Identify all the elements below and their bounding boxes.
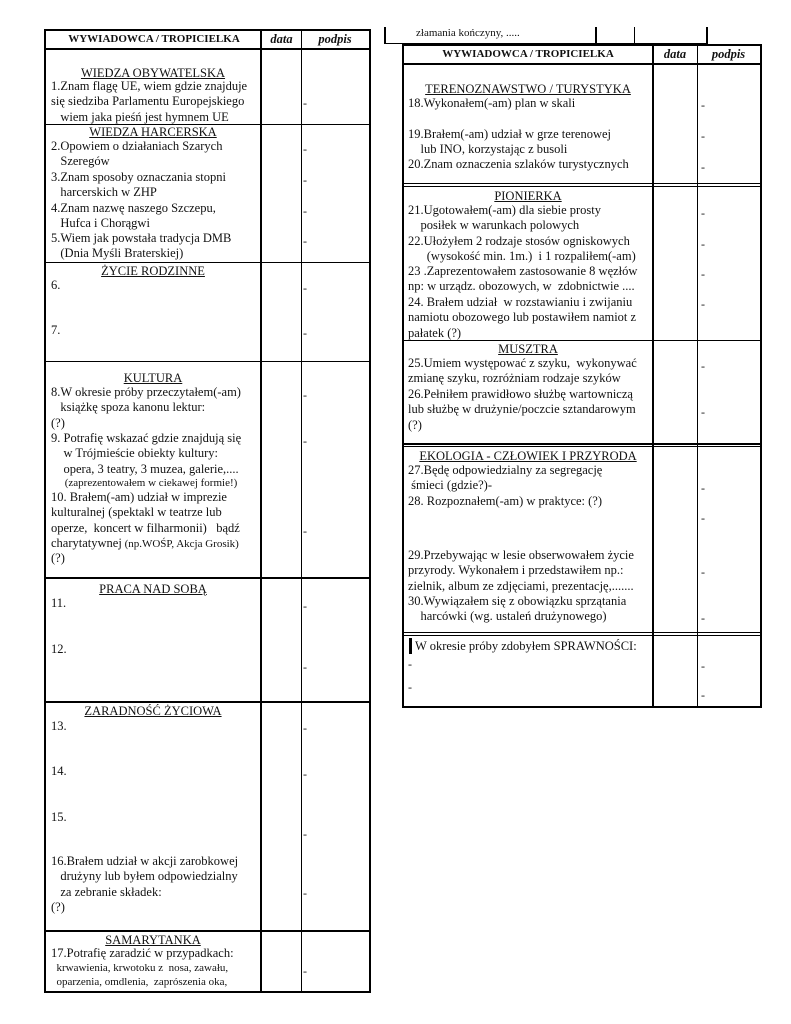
- left-header-title: WYWIADOWCA / TROPICIELKA: [68, 33, 240, 45]
- item-9: 9. Potrafię wskazać gdzie znajdują się w Trójmieście obiekty kultury: opera, 3 teatry, 3 muzea, galerie,....: [51, 431, 242, 476]
- section-pionierka: PIONIERKA: [494, 189, 562, 203]
- section-zaradnosc-zyciowa: ZARADNOŚĆ ŻYCIOWA: [84, 704, 222, 718]
- item-10-examples: (np.WOŚP, Akcja Grosik): [121, 538, 239, 550]
- sign-dash-20: -: [701, 160, 705, 174]
- left-col-divider-2: [301, 31, 302, 991]
- item-2: 2.Opowiem o działaniach Szarych Szeregów: [51, 139, 223, 169]
- sign-dash-18: -: [701, 98, 705, 112]
- sprawnosci-marker: [409, 638, 412, 654]
- sign-dash-26: -: [701, 405, 705, 419]
- item-29: 29.Przebywając w lesie obserwowałem życie przyrody. Wykonałem i przedstawiłem np.: zielnik, album ze zdjęciami, prezentację,.......: [408, 548, 634, 593]
- sign-dash-21: -: [701, 206, 705, 220]
- section-samarytanka: SAMARYTANKA: [105, 933, 201, 947]
- item-3: 3.Znam sposoby oznaczania stopni harcerskich w ZHP: [51, 170, 226, 200]
- left-table: [44, 29, 371, 993]
- sign-dash-27: -: [701, 481, 705, 495]
- sign-dash-31: -: [701, 659, 705, 673]
- item-22: 22.Ułożyłem 2 rodzaje stosów ogniskowych (wysokość min. 1m.) i 1 rozpaliłem(-am): [408, 234, 636, 264]
- left-divider: [46, 262, 369, 263]
- item-27: 27.Będę odpowiedzialny za segregację śmieci (gdzie?)-: [408, 463, 603, 493]
- item-17-cases: krwawienia, krwotoku z nosa, zawału, oparzenia, omdlenia, zaprószenia oka,: [56, 962, 229, 988]
- item-15: 15.: [51, 810, 67, 824]
- sign-dash-6: -: [303, 281, 307, 295]
- strip-right-bar: [706, 27, 708, 44]
- continuation-strip: [384, 27, 708, 44]
- sign-dash-4: -: [303, 204, 307, 218]
- section-musztra: MUSZTRA: [498, 342, 558, 356]
- item-8: 8.W okresie próby przeczytałem(-am) książkę spoza kanonu lektur: (?): [51, 385, 241, 430]
- section-zycie-rodzinne: ŻYCIE RODZINNE: [101, 264, 205, 278]
- sign-dash-1: -: [303, 96, 307, 110]
- item-28: 28. Rozpoznałem(-am) w praktyce: (?): [408, 494, 603, 508]
- right-col-divider-1: [652, 46, 654, 706]
- left-header-data: data: [270, 32, 293, 46]
- item-13: 13.: [51, 719, 67, 733]
- sign-dash-2: -: [303, 142, 307, 156]
- section-kultura: KULTURA: [123, 371, 183, 385]
- right-divider: [404, 443, 760, 445]
- section-praca-nad-soba: PRACA NAD SOBĄ: [99, 582, 207, 596]
- item-5: 5.Wiem jak powstała tradycja DMB (Dnia Myśli Braterskiej): [51, 231, 232, 261]
- sign-dash-22: -: [701, 237, 705, 251]
- left-divider: [46, 930, 369, 932]
- item-12: 12.: [51, 642, 67, 656]
- sign-dash-25: -: [701, 359, 705, 373]
- item-16: 16.Brałem udział w akcji zarobkowej drużyny lub byłem odpowiedzialny za zebranie składek: (?): [51, 854, 239, 914]
- sign-dash-7: -: [303, 326, 307, 340]
- item-10-question: (?): [51, 551, 65, 565]
- left-divider: [46, 361, 369, 362]
- item-17: 17.Potrafię zaradzić w przypadkach:: [51, 946, 234, 960]
- sprawnosc-dash-2: -: [408, 680, 412, 694]
- left-divider: [46, 577, 369, 579]
- item-26: 26.Pełniłem prawidłowo służbę wartowniczą lub służbę w drużynie/poczcie sztandarowym (?): [408, 387, 636, 432]
- item-25: 25.Umiem występować z szyku, wykonywać zmianę szyku, rozróżniam rodzaje szyków: [408, 356, 637, 386]
- item-20: 20.Znam oznaczenia szlaków turystycznych: [408, 157, 629, 171]
- item-24: 24. Brałem udział w rozstawianiu i zwijaniu namiotu obozowego lub postawiłem namiot z pałatek (?): [408, 295, 637, 340]
- right-header-title: WYWIADOWCA / TROPICIELKA: [442, 48, 614, 60]
- right-col-divider-2: [697, 46, 698, 706]
- item-19: 19.Brałem(-am) udział w grze terenowej lub INO, korzystając z busoli: [408, 127, 612, 157]
- item-11: 11.: [51, 596, 67, 610]
- section-wiedza-harcerska: WIEDZA HARCERSKA: [89, 125, 217, 139]
- right-table: [402, 44, 762, 708]
- strip-left-bar: [384, 27, 386, 44]
- sign-dash-12: -: [303, 660, 307, 674]
- sign-dash-3: -: [303, 173, 307, 187]
- sign-dash-30: -: [701, 611, 705, 625]
- item-1: 1.Znam flagę UE, wiem gdzie znajduje się siedziba Parlamentu Europejskiego wiem jaka pieśń jest hymnem UE: [51, 79, 248, 124]
- right-divider: [404, 183, 760, 184]
- sign-dash-19: -: [701, 129, 705, 143]
- sign-dash-8: -: [303, 388, 307, 402]
- item-14: 14.: [51, 764, 67, 778]
- sign-dash-16: -: [303, 886, 307, 900]
- strip-thin-bar: [634, 27, 635, 44]
- item-4: 4.Znam nazwę naszego Szczepu, Hufca i Chorągwi: [51, 201, 216, 231]
- section-terenoznawstwo: TERENOZNAWSTWO / TURYSTYKA: [425, 82, 631, 96]
- sign-dash-14: -: [303, 767, 307, 781]
- item-7: 7.: [51, 323, 61, 337]
- left-header: [46, 31, 369, 50]
- strip-bar: [595, 27, 597, 44]
- left-header-podpis: podpis: [318, 32, 352, 46]
- item-6: 6.: [51, 278, 61, 292]
- sign-dash-9: -: [303, 434, 307, 448]
- right-divider: [404, 446, 760, 447]
- item-18: 18.Wykonałem(-am) plan w skali: [408, 96, 576, 110]
- sign-dash-24: -: [701, 297, 705, 311]
- right-divider: [404, 632, 760, 633]
- sign-dash-11: -: [303, 599, 307, 613]
- sign-dash-5: -: [303, 234, 307, 248]
- sign-dash-23: -: [701, 267, 705, 281]
- item-10-line4: [51, 536, 239, 552]
- item-10-charity: charytatywnej: [51, 536, 122, 550]
- sign-dash-29: -: [701, 565, 705, 579]
- item-21: 21.Ugotowałem(-am) dla siebie prosty posiłek w warunkach polowych: [408, 203, 602, 233]
- right-divider: [404, 186, 760, 187]
- right-divider: [404, 635, 760, 636]
- item-23: 23 .Zaprezentowałem zastosowanie 8 węzłów np: w urządz. obozowych, w zdobnictwie ....: [408, 264, 638, 294]
- section-wiedza-obywatelska: WIEDZA OBYWATELSKA: [80, 66, 226, 80]
- section-sprawnosci: W okresie próby zdobyłem SPRAWNOŚCI:: [415, 639, 637, 653]
- sprawnosc-dash-1: -: [408, 657, 412, 671]
- sign-dash-17: -: [303, 964, 307, 978]
- right-header-podpis: podpis: [711, 47, 746, 61]
- left-col-divider-1: [260, 31, 262, 991]
- right-header: [404, 46, 760, 65]
- sign-dash-15: -: [303, 827, 307, 841]
- right-header-data: data: [663, 47, 687, 61]
- left-divider: [46, 701, 369, 703]
- sign-dash-13: -: [303, 721, 307, 735]
- sign-dash-32: -: [701, 688, 705, 702]
- item-9-note: (zaprezentowałem w ciekawej formie!): [51, 477, 238, 489]
- sign-dash-28: -: [701, 511, 705, 525]
- section-ekologia: EKOLOGIA - CZŁOWIEK I PRZYRODA: [419, 449, 637, 463]
- item-10: 10. Brałem(-am) udział w imprezie kulturalnej (spektakl w teatrze lub operze, koncert w filharmonii) bądź: [51, 490, 240, 535]
- continuation-text: złamania kończyny, .....: [416, 27, 520, 39]
- sign-dash-10: -: [303, 524, 307, 538]
- item-30: 30.Wywiązałem się z obowiązku sprzątania harcówki (wg. ustaleń drużynowego): [408, 594, 627, 624]
